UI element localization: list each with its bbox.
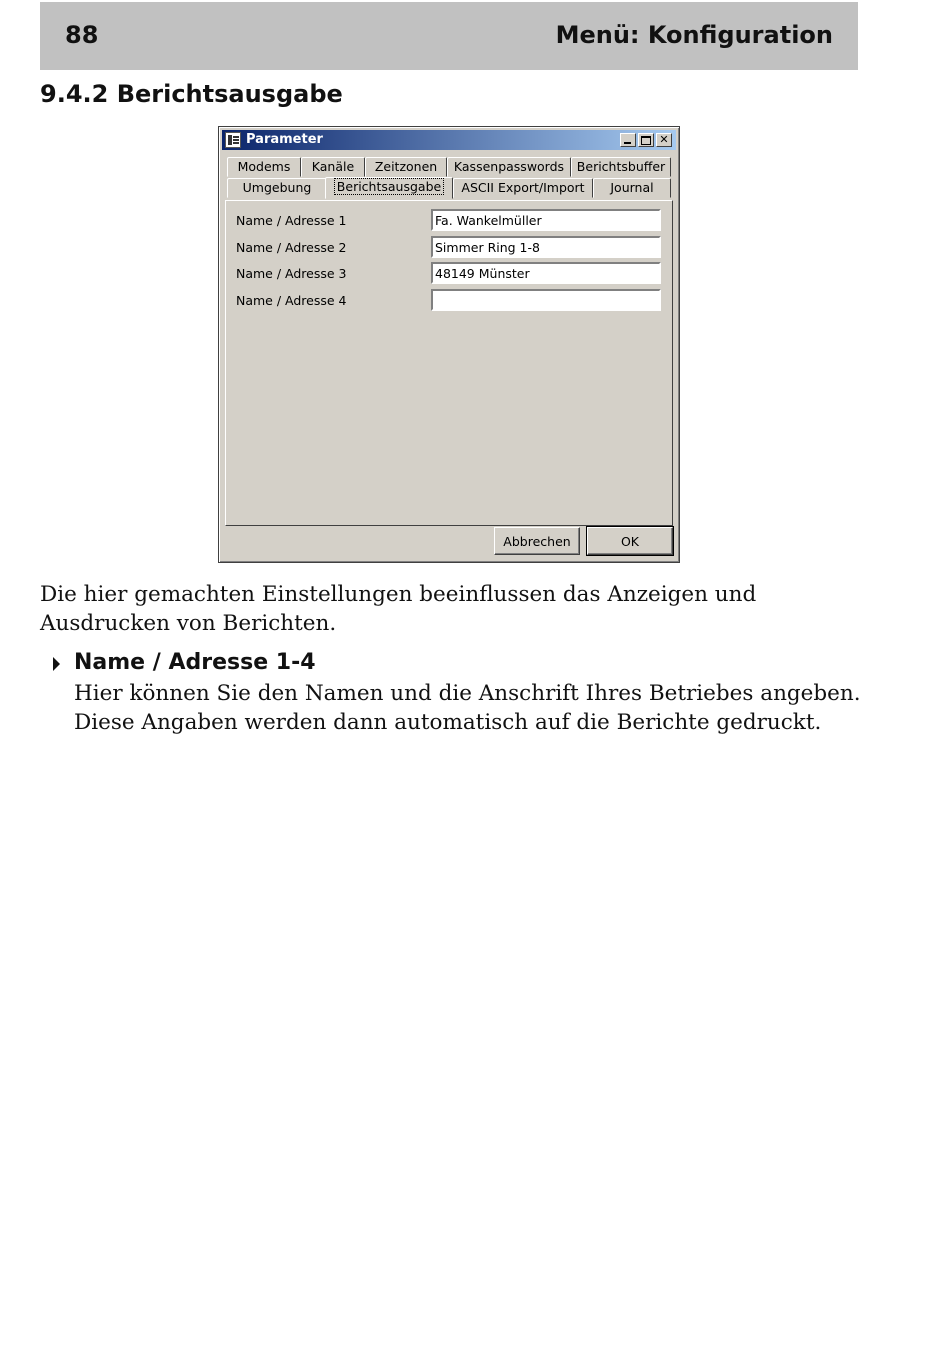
tab-label: Modems [237, 159, 291, 174]
tab-label: Berichtsausgabe [336, 179, 442, 194]
intro-paragraph: Die hier gemachten Einstellungen beeinflussen das Anzeigen und Ausdrucken von Berichten. [40, 582, 757, 636]
name-adresse-1-input[interactable] [431, 209, 661, 231]
close-icon[interactable]: ✕ [656, 133, 672, 147]
window-title: Parameter [246, 132, 323, 147]
tab-label: Berichtsbuffer [576, 159, 666, 174]
name-adresse-4-input[interactable] [431, 289, 661, 311]
tab-panel-berichtsausgabe [225, 200, 673, 526]
tab-berichtsbuffer[interactable] [571, 157, 671, 177]
page-number: 88 [65, 21, 99, 49]
tab-label: Kassenpasswords [453, 159, 565, 174]
parameter-dialog [218, 126, 680, 563]
maximize-icon[interactable] [638, 133, 654, 147]
name-adresse-2-label: Name / Adresse 2 [236, 240, 347, 255]
tab-label: Journal [610, 180, 654, 195]
item-description: Hier können Sie den Namen und die Anschrift Ihres Betriebes angeben. Diese Angaben werden dann automatisch auf die Berichte gedruckt. [74, 681, 861, 735]
name-adresse-3-label: Name / Adresse 3 [236, 266, 347, 281]
name-adresse-1-label: Name / Adresse 1 [236, 213, 347, 228]
tab-label: Kanäle [311, 159, 355, 174]
name-adresse-2-input[interactable] [431, 236, 661, 258]
tab-label: Zeitzonen [374, 159, 438, 174]
tab-berichtsausgabe[interactable] [325, 177, 453, 199]
ok-button[interactable]: OK [587, 527, 673, 555]
item-title: Name / Adresse 1-4 [74, 650, 316, 675]
tab-modems[interactable] [227, 157, 301, 177]
tab-label: ASCII Export/Import [461, 180, 585, 195]
tab-label: Umgebung [242, 180, 312, 195]
section-heading: 9.4.2 Berichtsausgabe [40, 80, 343, 108]
cancel-button[interactable]: Abbrechen [494, 527, 580, 555]
triangle-bullet-icon [53, 657, 60, 671]
minimize-icon[interactable] [620, 133, 636, 147]
name-adresse-4-label: Name / Adresse 4 [236, 293, 347, 308]
tab-journal[interactable] [593, 178, 671, 198]
tab-zeitzonen[interactable] [365, 157, 447, 177]
app-icon [225, 132, 241, 148]
name-adresse-3-input[interactable] [431, 262, 661, 284]
tab-kanaele[interactable] [301, 157, 365, 177]
chapter-title: Menü: Konfiguration [555, 21, 833, 49]
tab-umgebung[interactable] [227, 178, 327, 198]
tab-kassenpasswords[interactable] [447, 157, 571, 177]
dialog-titlebar[interactable] [222, 130, 676, 150]
page-header [40, 2, 858, 70]
tab-ascii-export-import[interactable] [453, 178, 593, 198]
